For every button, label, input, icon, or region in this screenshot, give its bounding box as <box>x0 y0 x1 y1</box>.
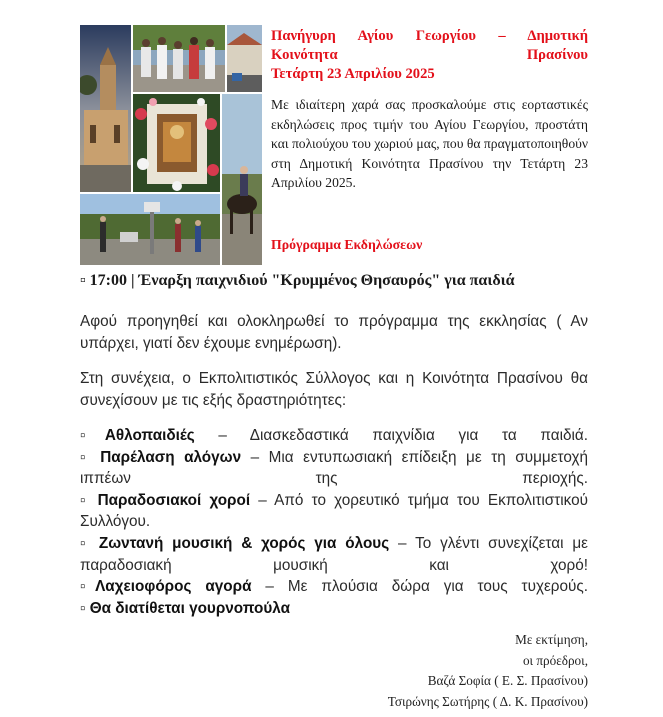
activity-desc: – Το γλέντι συνεχίζεται με παραδοσιακή μουσική και χορό! <box>80 534 588 574</box>
list-item: ▫ Θα διατίθεται γουρνοπούλα <box>80 599 290 617</box>
list-item: ▫ Παρέλαση αλόγων – Μια εντυπωσιακή επίδειξη με τη συμμετοχή ιππέων της περιοχής. <box>80 448 588 488</box>
schedule-time: 17:00 <box>89 272 127 289</box>
list-item: ▫Αθλοπαιδιές – Διασκεδαστικά παιχνίδια για τα παιδιά. <box>80 427 588 444</box>
signature-block <box>288 630 588 712</box>
signer-role: οι πρόεδροι, <box>522 652 588 668</box>
list-item: ▫ Παραδοσιακοί χοροί – Από το χορευτικό τμήμα του Εκπολιτιστικού Συλλόγου. <box>80 491 588 531</box>
activity-desc: – Διασκεδαστικά παιχνίδια για τα παιδιά. <box>194 427 588 444</box>
activity-desc: – Μια εντυπωσιακή επίδειξη με τη συμμετοχή ιππέων της περιοχής. <box>80 448 588 488</box>
activity-name: Παραδοσιακοί χοροί <box>97 491 251 509</box>
activity-name: Λαχειοφόρος αγορά <box>95 578 252 596</box>
horses-photo <box>222 94 262 265</box>
event-title-line1: Πανήγυρη Αγίου Γεωργίου – Δημοτική <box>271 28 588 44</box>
event-header <box>271 27 588 84</box>
closing-text: Με εκτίμηση, <box>515 632 588 647</box>
church-program-paragraph: Αφού προηγηθεί και ολοκληρωθεί το πρόγραμμα της εκκλησίας ( Αν υπάρχει, γιατί δεν έχουμε ενημέρωση). <box>80 313 588 352</box>
signer-2: Τσιρώνης Σωτήρης ( Δ. Κ. Πρασίνου) <box>387 693 588 709</box>
activity-name: Παρέλαση αλόγων <box>100 448 242 466</box>
event-title-line2: Κοινότητα Πρασίνου <box>271 47 588 63</box>
church-photo <box>80 25 131 192</box>
bullet: ▫ <box>80 272 86 289</box>
event-date: Τετάρτη 23 Απριλίου 2025 <box>271 66 435 82</box>
activity-name: Θα διατίθεται γουρνοπούλα <box>89 599 290 617</box>
street-photo <box>227 25 262 92</box>
schedule-separator: | <box>131 272 135 289</box>
activity-desc: – Από το χορευτικό τμήμα του Εκπολιτιστικού Συλλόγου. <box>80 491 588 531</box>
village-street-photo <box>80 194 220 265</box>
children-costumes-photo <box>133 25 225 92</box>
schedule-heading <box>80 272 590 290</box>
program-title: Πρόγραμμα Εκδηλώσεων <box>271 237 423 252</box>
list-item: ▫Λαχειοφόρος αγορά – Με πλούσια δώρα για τους τυχερούς. <box>80 578 588 596</box>
activity-desc: – Με πλούσια δώρα για τους τυχερούς. <box>251 578 588 596</box>
activities-list <box>80 425 588 619</box>
activity-name: Αθλοπαιδιές <box>104 427 195 444</box>
intro-paragraph: Με ιδιαίτερη χαρά σας προσκαλούμε στις εορταστικές εκδηλώσεις προς τιμήν του Αγίου Γεωργίου, προστάτη και πολιούχου του χωριού μας, που θα πραγματοποιηθούν στη Δημοτική Κοινότητα Πρασίνου την Τετάρτη 23 Απριλίου 2025. <box>271 97 588 190</box>
saint-icon-flowers-photo <box>133 94 220 192</box>
list-item: ▫ Ζωντανή μουσική & χορός για όλους – Το γλέντι συνεχίζεται με παραδοσιακή μουσική και χορό! <box>80 534 588 574</box>
activity-name: Ζωντανή μουσική & χορός για όλους <box>98 534 390 552</box>
signer-1: Βαζά Σοφία ( Ε. Σ. Πρασίνου) <box>427 673 588 688</box>
photo-collage <box>80 25 262 265</box>
schedule-event: Έναρξη παιχνιδιού "Κρυμμένος Θησαυρός" για παιδιά <box>138 272 515 289</box>
activities-intro-paragraph: Στη συνέχεια, ο Εκπολιτιστικός Σύλλογος και η Κοινότητα Πρασίνου θα συνεχίσουν με τις εξής δραστηριότητες: <box>80 370 588 409</box>
